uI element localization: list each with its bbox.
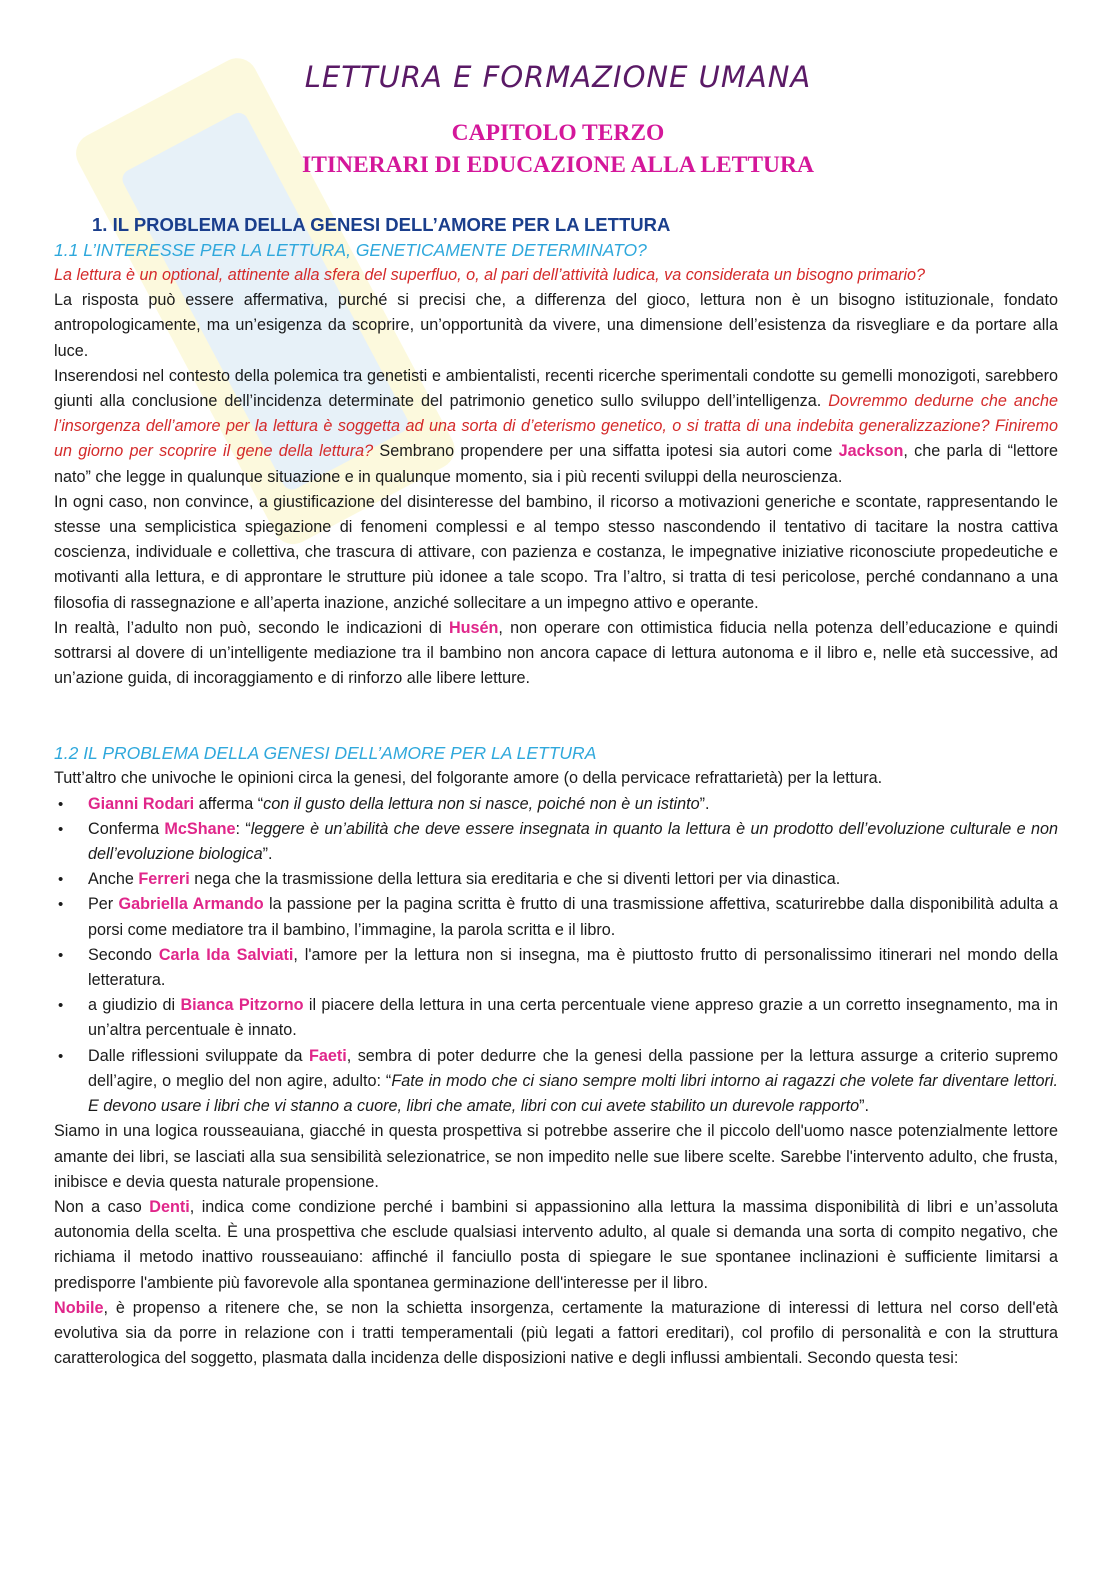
question-text: La lettura è un optional, attinente alla sfera del superfluo, o, al pari dell’attività ludica, va considerata un bisogno primario? xyxy=(54,266,926,284)
list-item: • a giudizio di Bianca Pitzorno il piacere della lettura in una certa percentuale viene appreso grazie a un corretto insegnamento, ma in un’altra percentuale è innato. xyxy=(88,993,1058,1043)
document-title: LETTURA E FORMAZIONE UMANA xyxy=(304,60,812,94)
paragraph-7: Nobile, è propenso a ritenere che, se non la schietta insorgenza, certamente la maturazione di interessi di lettura nel corso dell'età evolutiva sia da porre in relazione con i tratti temperamentali (più legati a fattori ereditari), col profilo di personalità e con la struttura caratterologica del soggetto, plasmata dalla incidenza delle disposizioni native e degli influssi ambientali. Secondo questa tesi: xyxy=(54,1298,1058,1368)
paragraph-5: Siamo in una logica rousseauiana, giacché in questa prospettiva si potrebbe asserire che il piccolo dell'uomo nasce potenzialmente lettore amante dei libri, se lasciati alla sua sensibilità selezionatrice, se non impedito nelle sue libere scelte. Sarebbe l'intervento adulto, che frusta, inibisce e devia questa naturale propensione. xyxy=(54,1122,1058,1191)
quote: Fate in modo che ci siano sempre molti libri intorno ai ragazzi che volete far diventare lettori. E devono usare i libri che vi stanno a cuore, libri che amate, libri con cui avete stabilito un durevole rapporto xyxy=(88,1071,1058,1116)
author-name: Gianni Rodari xyxy=(88,794,195,813)
paragraph-6: Non a caso Denti, indica come condizione perché i bambini si appassionino alla lettura la massima disponibilità di libri e un’assoluta autonomia della scelta. È una prospettiva che esclude qualsiasi intervento adulto, al quale si demanda una sorta di compito negativo, che richiama il metodo inattivo rousseauiano: affinché il fanciullo posta di spiegare le sue spontanee inclinazioni è sufficiente limitarsi a predisporre l'ambiente più favorevole alla spontanea germinazione dell'interesse per il libro. xyxy=(54,1197,1058,1292)
author-name: Bianca Pitzorno xyxy=(180,996,304,1015)
paragraph-3: In ogni caso, non convince, a giustificazione del disinteresse del bambino, il ricorso a motivazioni generiche e scontate, rappresentando le stesse una semplicistica spiegazione di fenomeni complessi e al tempo stesso nascondendo il tentativo di tacitare la nostra cattiva coscienza, individuale e collettiva, che trascura di attivare, con pazienza e costanza, le impegnative iniziative riconosciute propedeutiche e motivanti alla lettura, e di approntare le strutture più idonee a tale scopo. Tra l’altro, si tratta di tesi pericolose, perché condannano a una filosofia di rassegnazione e all’aperta inazione, anziché sollecitare a un impegno attivo e operante. xyxy=(54,492,1058,612)
author-name: Husén xyxy=(448,618,499,637)
paragraph-4-text-b: , non operare con ottimistica fiducia nella potenza dell’educazione e quindi sottrarsi al dovere di un’intelligente mediazione tra il bambino non ancora capace di lettura autonoma e il libro e, nelle età successive, ad un’azione guida, di incoraggiamento e di rinforzo alle libere letture. xyxy=(54,618,1059,688)
author-name: Denti xyxy=(149,1197,190,1216)
subsection-heading-1-2: 1.2 IL PROBLEMA DELLA GENESI DELL’AMORE PER LA LETTURA xyxy=(54,743,597,764)
paragraph-2-text-c: , che parla di “lettore nato” che legge in qualunque situazione e in qualunque momento, sia i più recenti sviluppi della neuroscienza. xyxy=(54,442,1058,486)
list-item: • Conferma McShane: “leggere è un’abilità che deve essere insegnata in quanto la lettura è un prodotto dell’evoluzione culturale e non dell’evoluzione biologica”. xyxy=(88,817,1058,867)
subsection-heading-1-1: 1.1 L’INTERESSE PER LA LETTURA, GENETICAMENTE DETERMINATO? xyxy=(54,240,647,260)
author-name: Faeti xyxy=(308,1046,347,1065)
list-item: • Secondo Carla Ida Salviati, l'amore per la lettura non si insegna, ma è piuttosto frutto di personalissimo itinerari nel mondo della letteratura. xyxy=(88,943,1058,993)
chapter-number: CAPITOLO TERZO xyxy=(451,120,665,146)
chapter-title: ITINERARI DI EDUCAZIONE ALLA LETTURA xyxy=(302,152,814,178)
list-item: • Anche Ferreri nega che la trasmissione della lettura sia ereditaria e che si diventi lettori per via dinastica. xyxy=(88,867,1058,892)
paragraph-2 xyxy=(54,364,1058,490)
document-body xyxy=(54,211,1058,1371)
quote: leggere è un’abilità che deve essere insegnata in quanto la lettura è un prodotto dell’evoluzione culturale e non dell’evoluzione biologica xyxy=(88,819,1058,864)
opinions-list xyxy=(54,792,1058,1120)
author-name: Ferreri xyxy=(138,870,190,889)
paragraph-intro: Tutt’altro che univoche le opinioni circa la genesi, del folgorante amore (o della pervicace refrattarietà) per la lettura. xyxy=(54,769,883,788)
paragraph-2-text-b: Sembrano propendere per una siffatta ipotesi sia autori come xyxy=(373,442,839,461)
author-name: Gabriella Armando xyxy=(118,895,264,914)
paragraph-2-text: Inserendosi nel contesto della polemica tra genetisti e ambientalisti, recenti ricerche sperimentali condotte su gemelli monozigoti, sarebbero giunti alla conclusione dell’incidenza determinate del patrimonio genetico sullo sviluppo dell’intelligenza. xyxy=(54,366,1058,411)
author-name: McShane xyxy=(164,819,236,838)
paragraph-1: La risposta può essere affermativa, purché si precisi che, a differenza del gioco, lettura non è un bisogno istituzionale, fondato antropologicamente, ma un’esigenza da scoprire, un’opportunità da vivere, una dimensione dell’esistenza da risvegliare e da portare alla luce. xyxy=(54,291,1058,360)
paragraph-2-question: Dovremmo dedurne che anche l’insorgenza dell’amore per la lettura è soggetta ad una sorta di d’eterismo genetico, o si tratta di una indebita generalizzazione? Finiremo un giorno per scoprire il gene della lettura? xyxy=(54,392,1058,461)
section-heading-1: 1. IL PROBLEMA DELLA GENESI DELL’AMORE PER LA LETTURA xyxy=(92,214,671,235)
author-name: Jackson xyxy=(838,442,904,461)
list-item: • Gianni Rodari afferma “con il gusto della lettura non si nasce, poiché non è un istinto”. xyxy=(88,792,1058,817)
quote: con il gusto della lettura non si nasce, poiché non è un istinto xyxy=(263,794,700,813)
list-item: • Per Gabriella Armando la passione per la pagina scritta è frutto di una trasmissione affettiva, scaturirebbe dalla disponibilità adulta a porsi come mediatore tra il bambino, l’immagine, la parola scritta e il libro. xyxy=(88,892,1058,942)
author-name: Nobile xyxy=(54,1298,104,1317)
paragraph-4-text: In realtà, l’adulto non può, secondo le indicazioni di xyxy=(54,618,449,637)
list-item: • Dalle riflessioni sviluppate da Faeti, sembra di poter dedurre che la genesi della passione per la lettura assurge a criterio supremo dell’agire, o meglio del non agire, adulto: “Fate in modo che ci siano sempre molti libri intorno ai ragazzi che volete far diventare lettori. E devono usare i libri che vi stanno a cuore, libri che amate, libri con cui avete stabilito un durevole rapporto”. xyxy=(88,1044,1058,1120)
paragraph-4 xyxy=(54,616,1058,692)
author-name: Carla Ida Salviati xyxy=(158,945,294,964)
chapter-heading xyxy=(0,117,1116,181)
